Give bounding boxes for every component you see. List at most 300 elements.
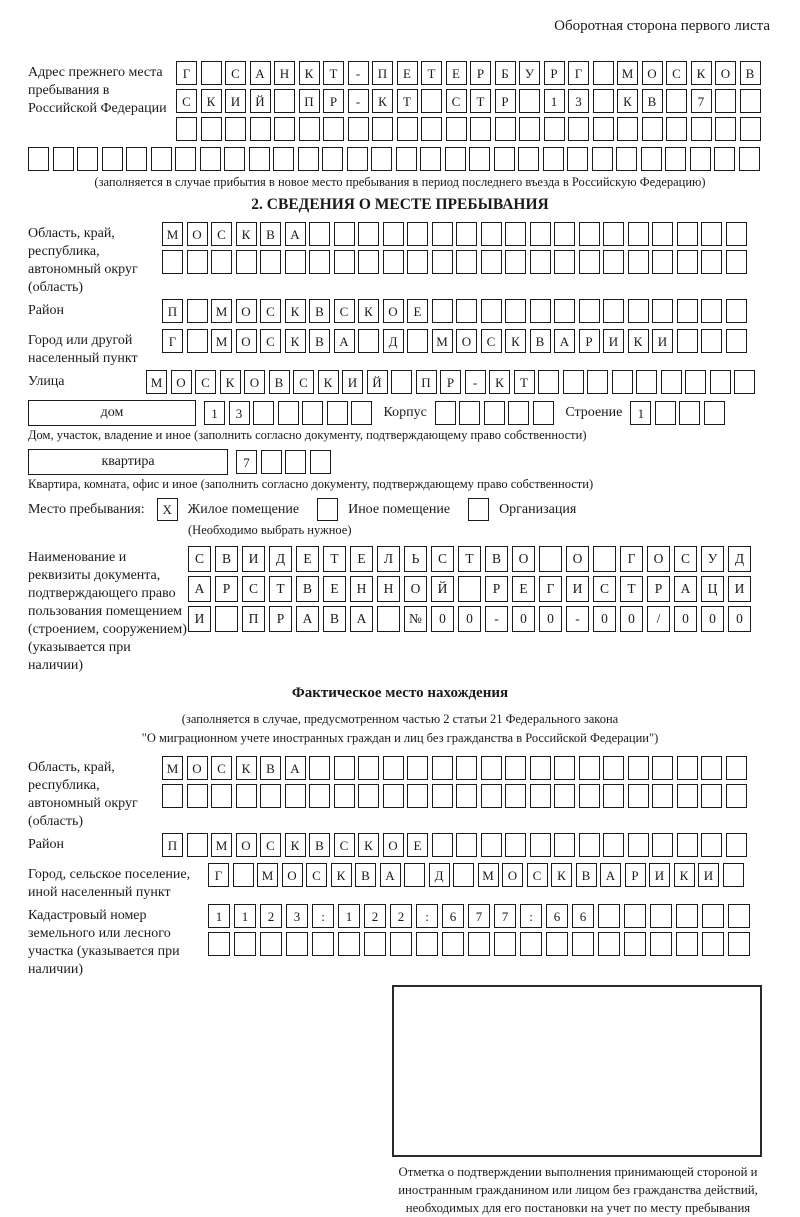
char-cell[interactable]: 7 [494, 904, 516, 928]
char-cell[interactable]: : [520, 904, 542, 928]
char-cell[interactable]: К [674, 863, 695, 887]
char-cell[interactable] [278, 401, 299, 425]
char-cell[interactable] [200, 147, 221, 171]
char-cell[interactable] [579, 784, 600, 808]
char-cell[interactable]: О [566, 546, 589, 572]
char-cell[interactable] [579, 250, 600, 274]
char-cell[interactable] [404, 863, 425, 887]
char-cell[interactable] [302, 401, 323, 425]
char-cell[interactable]: К [285, 833, 306, 857]
char-cell[interactable]: Т [514, 370, 535, 394]
char-cell[interactable] [652, 784, 673, 808]
char-cell[interactable] [358, 250, 379, 274]
char-cell[interactable]: Т [323, 61, 344, 85]
char-cell[interactable]: 1 [338, 904, 360, 928]
char-cell[interactable] [701, 299, 722, 323]
char-cell[interactable]: 2 [260, 904, 282, 928]
char-cell[interactable] [652, 756, 673, 780]
char-cell[interactable] [371, 147, 392, 171]
char-cell[interactable] [530, 784, 551, 808]
char-cell[interactable] [334, 222, 355, 246]
checkbox-zhiloe[interactable]: X [157, 498, 178, 521]
char-cell[interactable] [481, 833, 502, 857]
char-cell[interactable]: И [188, 606, 211, 632]
char-cell[interactable] [435, 401, 456, 425]
char-cell[interactable] [364, 932, 386, 956]
char-cell[interactable]: П [299, 89, 320, 113]
char-cell[interactable]: О [187, 222, 208, 246]
char-cell[interactable]: О [647, 546, 670, 572]
char-cell[interactable] [505, 784, 526, 808]
char-cell[interactable] [650, 932, 672, 956]
char-cell[interactable] [421, 117, 442, 141]
char-cell[interactable] [701, 784, 722, 808]
char-cell[interactable]: С [674, 546, 697, 572]
char-cell[interactable] [598, 932, 620, 956]
char-cell[interactable] [677, 756, 698, 780]
char-cell[interactable]: О [512, 546, 535, 572]
char-cell[interactable]: С [481, 329, 502, 353]
char-cell[interactable] [338, 932, 360, 956]
char-cell[interactable] [187, 833, 208, 857]
char-cell[interactable]: В [740, 61, 761, 85]
char-cell[interactable]: Г [162, 329, 183, 353]
char-cell[interactable] [211, 784, 232, 808]
char-cell[interactable] [701, 222, 722, 246]
char-cell[interactable] [641, 147, 662, 171]
char-cell[interactable] [740, 89, 761, 113]
char-cell[interactable] [347, 147, 368, 171]
char-cell[interactable] [396, 147, 417, 171]
char-cell[interactable] [253, 401, 274, 425]
char-cell[interactable]: В [309, 299, 330, 323]
char-cell[interactable]: 0 [728, 606, 751, 632]
char-cell[interactable] [456, 299, 477, 323]
char-cell[interactable] [348, 117, 369, 141]
char-cell[interactable] [642, 117, 663, 141]
char-cell[interactable] [726, 833, 747, 857]
char-cell[interactable]: К [505, 329, 526, 353]
char-cell[interactable] [459, 401, 480, 425]
char-cell[interactable] [383, 222, 404, 246]
char-cell[interactable] [407, 250, 428, 274]
char-cell[interactable] [710, 370, 731, 394]
char-cell[interactable]: С [446, 89, 467, 113]
char-cell[interactable] [677, 784, 698, 808]
char-cell[interactable] [260, 932, 282, 956]
char-cell[interactable] [579, 222, 600, 246]
char-cell[interactable] [567, 147, 588, 171]
char-cell[interactable] [676, 932, 698, 956]
char-cell[interactable] [677, 329, 698, 353]
char-cell[interactable] [285, 784, 306, 808]
char-cell[interactable] [383, 756, 404, 780]
char-cell[interactable]: 7 [691, 89, 712, 113]
char-cell[interactable] [568, 117, 589, 141]
char-cell[interactable]: Й [431, 576, 454, 602]
char-cell[interactable] [636, 370, 657, 394]
char-cell[interactable] [442, 932, 464, 956]
char-cell[interactable]: А [285, 222, 306, 246]
char-cell[interactable] [323, 117, 344, 141]
char-cell[interactable] [726, 784, 747, 808]
char-cell[interactable]: № [404, 606, 427, 632]
char-cell[interactable]: : [416, 904, 438, 928]
char-cell[interactable]: С [593, 576, 616, 602]
char-cell[interactable] [704, 401, 725, 425]
char-cell[interactable]: Е [446, 61, 467, 85]
char-cell[interactable]: А [554, 329, 575, 353]
char-cell[interactable] [603, 299, 624, 323]
char-cell[interactable] [701, 250, 722, 274]
char-cell[interactable]: И [728, 576, 751, 602]
char-cell[interactable] [508, 401, 529, 425]
char-cell[interactable]: А [350, 606, 373, 632]
char-cell[interactable] [261, 450, 282, 474]
char-cell[interactable] [469, 147, 490, 171]
char-cell[interactable] [215, 606, 238, 632]
char-cell[interactable]: 1 [234, 904, 256, 928]
char-cell[interactable] [728, 932, 750, 956]
char-cell[interactable]: В [530, 329, 551, 353]
char-cell[interactable] [187, 250, 208, 274]
char-cell[interactable]: Ц [701, 576, 724, 602]
char-cell[interactable]: 1 [204, 401, 225, 425]
char-cell[interactable] [233, 863, 254, 887]
char-cell[interactable] [628, 756, 649, 780]
char-cell[interactable] [383, 250, 404, 274]
char-cell[interactable]: П [162, 299, 183, 323]
char-cell[interactable] [351, 401, 372, 425]
char-cell[interactable] [481, 784, 502, 808]
char-cell[interactable] [481, 756, 502, 780]
char-cell[interactable]: А [674, 576, 697, 602]
char-cell[interactable]: С [527, 863, 548, 887]
char-cell[interactable] [603, 222, 624, 246]
char-cell[interactable] [603, 250, 624, 274]
char-cell[interactable]: С [211, 222, 232, 246]
char-cell[interactable]: С [334, 833, 355, 857]
char-cell[interactable]: С [431, 546, 454, 572]
char-cell[interactable]: А [250, 61, 271, 85]
char-cell[interactable]: В [309, 329, 330, 353]
char-cell[interactable]: Р [440, 370, 461, 394]
char-cell[interactable]: С [293, 370, 314, 394]
char-cell[interactable] [432, 299, 453, 323]
char-cell[interactable] [446, 117, 467, 141]
char-cell[interactable] [453, 863, 474, 887]
char-cell[interactable] [538, 370, 559, 394]
char-cell[interactable] [701, 833, 722, 857]
char-cell[interactable]: 1 [630, 401, 651, 425]
char-cell[interactable]: Р [269, 606, 292, 632]
char-cell[interactable] [505, 250, 526, 274]
checkbox-inoe[interactable] [317, 498, 338, 521]
char-cell[interactable]: К [318, 370, 339, 394]
char-cell[interactable]: Д [728, 546, 751, 572]
char-cell[interactable]: А [600, 863, 621, 887]
char-cell[interactable] [628, 299, 649, 323]
char-cell[interactable]: В [355, 863, 376, 887]
char-cell[interactable] [458, 576, 481, 602]
char-cell[interactable] [445, 147, 466, 171]
char-cell[interactable] [652, 222, 673, 246]
char-cell[interactable] [273, 147, 294, 171]
char-cell[interactable]: К [331, 863, 352, 887]
char-cell[interactable] [432, 250, 453, 274]
char-cell[interactable] [715, 117, 736, 141]
char-cell[interactable] [28, 147, 49, 171]
char-cell[interactable]: О [171, 370, 192, 394]
char-cell[interactable] [162, 250, 183, 274]
char-cell[interactable] [603, 833, 624, 857]
char-cell[interactable] [661, 370, 682, 394]
checkbox-organizatsiya[interactable] [468, 498, 489, 521]
char-cell[interactable]: Р [579, 329, 600, 353]
char-cell[interactable]: 3 [286, 904, 308, 928]
char-cell[interactable] [530, 250, 551, 274]
char-cell[interactable] [236, 784, 257, 808]
char-cell[interactable] [723, 863, 744, 887]
char-cell[interactable]: Д [383, 329, 404, 353]
char-cell[interactable]: Р [470, 61, 491, 85]
char-cell[interactable]: В [296, 576, 319, 602]
char-cell[interactable] [432, 222, 453, 246]
char-cell[interactable]: С [260, 329, 281, 353]
char-cell[interactable]: К [285, 329, 306, 353]
char-cell[interactable]: С [666, 61, 687, 85]
char-cell[interactable]: С [225, 61, 246, 85]
char-cell[interactable]: В [260, 756, 281, 780]
char-cell[interactable]: С [260, 833, 281, 857]
char-cell[interactable]: М [432, 329, 453, 353]
char-cell[interactable]: 6 [546, 904, 568, 928]
char-cell[interactable]: Т [323, 546, 346, 572]
char-cell[interactable] [650, 904, 672, 928]
char-cell[interactable]: В [309, 833, 330, 857]
char-cell[interactable]: А [334, 329, 355, 353]
char-cell[interactable]: Н [274, 61, 295, 85]
char-cell[interactable] [587, 370, 608, 394]
char-cell[interactable]: К [551, 863, 572, 887]
char-cell[interactable] [234, 932, 256, 956]
char-cell[interactable] [666, 89, 687, 113]
char-cell[interactable]: Е [407, 833, 428, 857]
char-cell[interactable] [652, 833, 673, 857]
stamp-box[interactable] [392, 985, 762, 1157]
char-cell[interactable] [236, 250, 257, 274]
char-cell[interactable]: О [236, 299, 257, 323]
char-cell[interactable] [593, 117, 614, 141]
char-cell[interactable] [554, 784, 575, 808]
char-cell[interactable] [518, 147, 539, 171]
char-cell[interactable] [334, 756, 355, 780]
char-cell[interactable] [624, 904, 646, 928]
char-cell[interactable] [652, 299, 673, 323]
char-cell[interactable]: О [282, 863, 303, 887]
char-cell[interactable] [665, 147, 686, 171]
char-cell[interactable] [126, 147, 147, 171]
char-cell[interactable]: - [485, 606, 508, 632]
char-cell[interactable]: - [465, 370, 486, 394]
char-cell[interactable]: Р [625, 863, 646, 887]
char-cell[interactable]: 0 [620, 606, 643, 632]
char-cell[interactable] [593, 89, 614, 113]
char-cell[interactable]: И [652, 329, 673, 353]
char-cell[interactable]: О [383, 833, 404, 857]
char-cell[interactable] [530, 299, 551, 323]
char-cell[interactable] [176, 117, 197, 141]
char-cell[interactable]: О [244, 370, 265, 394]
char-cell[interactable] [151, 147, 172, 171]
char-cell[interactable] [102, 147, 123, 171]
char-cell[interactable]: Й [367, 370, 388, 394]
char-cell[interactable]: И [649, 863, 670, 887]
char-cell[interactable] [533, 401, 554, 425]
char-cell[interactable] [701, 756, 722, 780]
char-cell[interactable] [224, 147, 245, 171]
char-cell[interactable] [309, 784, 330, 808]
char-cell[interactable] [685, 370, 706, 394]
char-cell[interactable] [274, 89, 295, 113]
char-cell[interactable] [187, 299, 208, 323]
char-cell[interactable] [554, 756, 575, 780]
char-cell[interactable] [519, 89, 540, 113]
char-cell[interactable] [676, 904, 698, 928]
char-cell[interactable] [715, 89, 736, 113]
char-cell[interactable] [677, 299, 698, 323]
char-cell[interactable] [677, 833, 698, 857]
char-cell[interactable] [579, 299, 600, 323]
char-cell[interactable] [390, 932, 412, 956]
char-cell[interactable] [456, 222, 477, 246]
char-cell[interactable]: Е [512, 576, 535, 602]
char-cell[interactable]: 3 [229, 401, 250, 425]
char-cell[interactable]: А [285, 756, 306, 780]
char-cell[interactable] [603, 756, 624, 780]
char-cell[interactable] [407, 222, 428, 246]
char-cell[interactable] [505, 222, 526, 246]
char-cell[interactable] [726, 250, 747, 274]
char-cell[interactable]: К [628, 329, 649, 353]
char-cell[interactable]: - [348, 61, 369, 85]
char-cell[interactable] [327, 401, 348, 425]
char-cell[interactable] [495, 117, 516, 141]
char-cell[interactable] [456, 250, 477, 274]
char-cell[interactable] [539, 546, 562, 572]
char-cell[interactable] [274, 117, 295, 141]
char-cell[interactable]: 0 [458, 606, 481, 632]
char-cell[interactable] [416, 932, 438, 956]
char-cell[interactable]: 1 [544, 89, 565, 113]
char-cell[interactable]: К [372, 89, 393, 113]
char-cell[interactable] [726, 329, 747, 353]
char-cell[interactable]: Т [458, 546, 481, 572]
char-cell[interactable] [421, 89, 442, 113]
char-cell[interactable] [505, 756, 526, 780]
char-cell[interactable] [407, 329, 428, 353]
char-cell[interactable]: Т [421, 61, 442, 85]
char-cell[interactable]: Р [485, 576, 508, 602]
char-cell[interactable]: 0 [593, 606, 616, 632]
char-cell[interactable] [456, 784, 477, 808]
char-cell[interactable]: Б [495, 61, 516, 85]
char-cell[interactable]: 7 [236, 450, 257, 474]
char-cell[interactable] [679, 401, 700, 425]
char-cell[interactable] [714, 147, 735, 171]
char-cell[interactable] [701, 329, 722, 353]
char-cell[interactable]: К [220, 370, 241, 394]
char-cell[interactable] [505, 833, 526, 857]
char-cell[interactable]: О [642, 61, 663, 85]
char-cell[interactable]: М [162, 756, 183, 780]
apartment-designation-box[interactable]: квартира [28, 449, 228, 475]
char-cell[interactable]: М [478, 863, 499, 887]
char-cell[interactable]: О [715, 61, 736, 85]
char-cell[interactable]: О [404, 576, 427, 602]
char-cell[interactable] [420, 147, 441, 171]
char-cell[interactable] [598, 904, 620, 928]
char-cell[interactable] [505, 299, 526, 323]
char-cell[interactable]: В [215, 546, 238, 572]
char-cell[interactable] [666, 117, 687, 141]
char-cell[interactable]: О [187, 756, 208, 780]
char-cell[interactable]: С [211, 756, 232, 780]
char-cell[interactable] [358, 784, 379, 808]
char-cell[interactable] [554, 250, 575, 274]
char-cell[interactable] [201, 61, 222, 85]
char-cell[interactable] [456, 833, 477, 857]
char-cell[interactable] [481, 222, 502, 246]
char-cell[interactable]: Ь [404, 546, 427, 572]
char-cell[interactable] [520, 932, 542, 956]
char-cell[interactable] [530, 833, 551, 857]
char-cell[interactable]: М [211, 299, 232, 323]
char-cell[interactable] [456, 756, 477, 780]
char-cell[interactable] [677, 222, 698, 246]
char-cell[interactable]: Г [568, 61, 589, 85]
char-cell[interactable] [299, 117, 320, 141]
char-cell[interactable] [563, 370, 584, 394]
char-cell[interactable] [530, 756, 551, 780]
char-cell[interactable]: Г [539, 576, 562, 602]
char-cell[interactable] [593, 546, 616, 572]
char-cell[interactable] [628, 833, 649, 857]
char-cell[interactable]: В [485, 546, 508, 572]
char-cell[interactable]: 0 [539, 606, 562, 632]
char-cell[interactable] [309, 222, 330, 246]
char-cell[interactable] [481, 250, 502, 274]
char-cell[interactable] [358, 756, 379, 780]
char-cell[interactable] [728, 904, 750, 928]
char-cell[interactable] [187, 329, 208, 353]
char-cell[interactable] [494, 932, 516, 956]
char-cell[interactable]: И [225, 89, 246, 113]
char-cell[interactable]: 6 [442, 904, 464, 928]
char-cell[interactable] [286, 932, 308, 956]
char-cell[interactable]: У [701, 546, 724, 572]
char-cell[interactable] [187, 784, 208, 808]
char-cell[interactable]: В [323, 606, 346, 632]
char-cell[interactable] [593, 61, 614, 85]
char-cell[interactable]: 3 [568, 89, 589, 113]
char-cell[interactable]: Р [544, 61, 565, 85]
char-cell[interactable]: Е [296, 546, 319, 572]
char-cell[interactable] [391, 370, 412, 394]
char-cell[interactable] [530, 222, 551, 246]
char-cell[interactable] [407, 756, 428, 780]
char-cell[interactable] [690, 147, 711, 171]
